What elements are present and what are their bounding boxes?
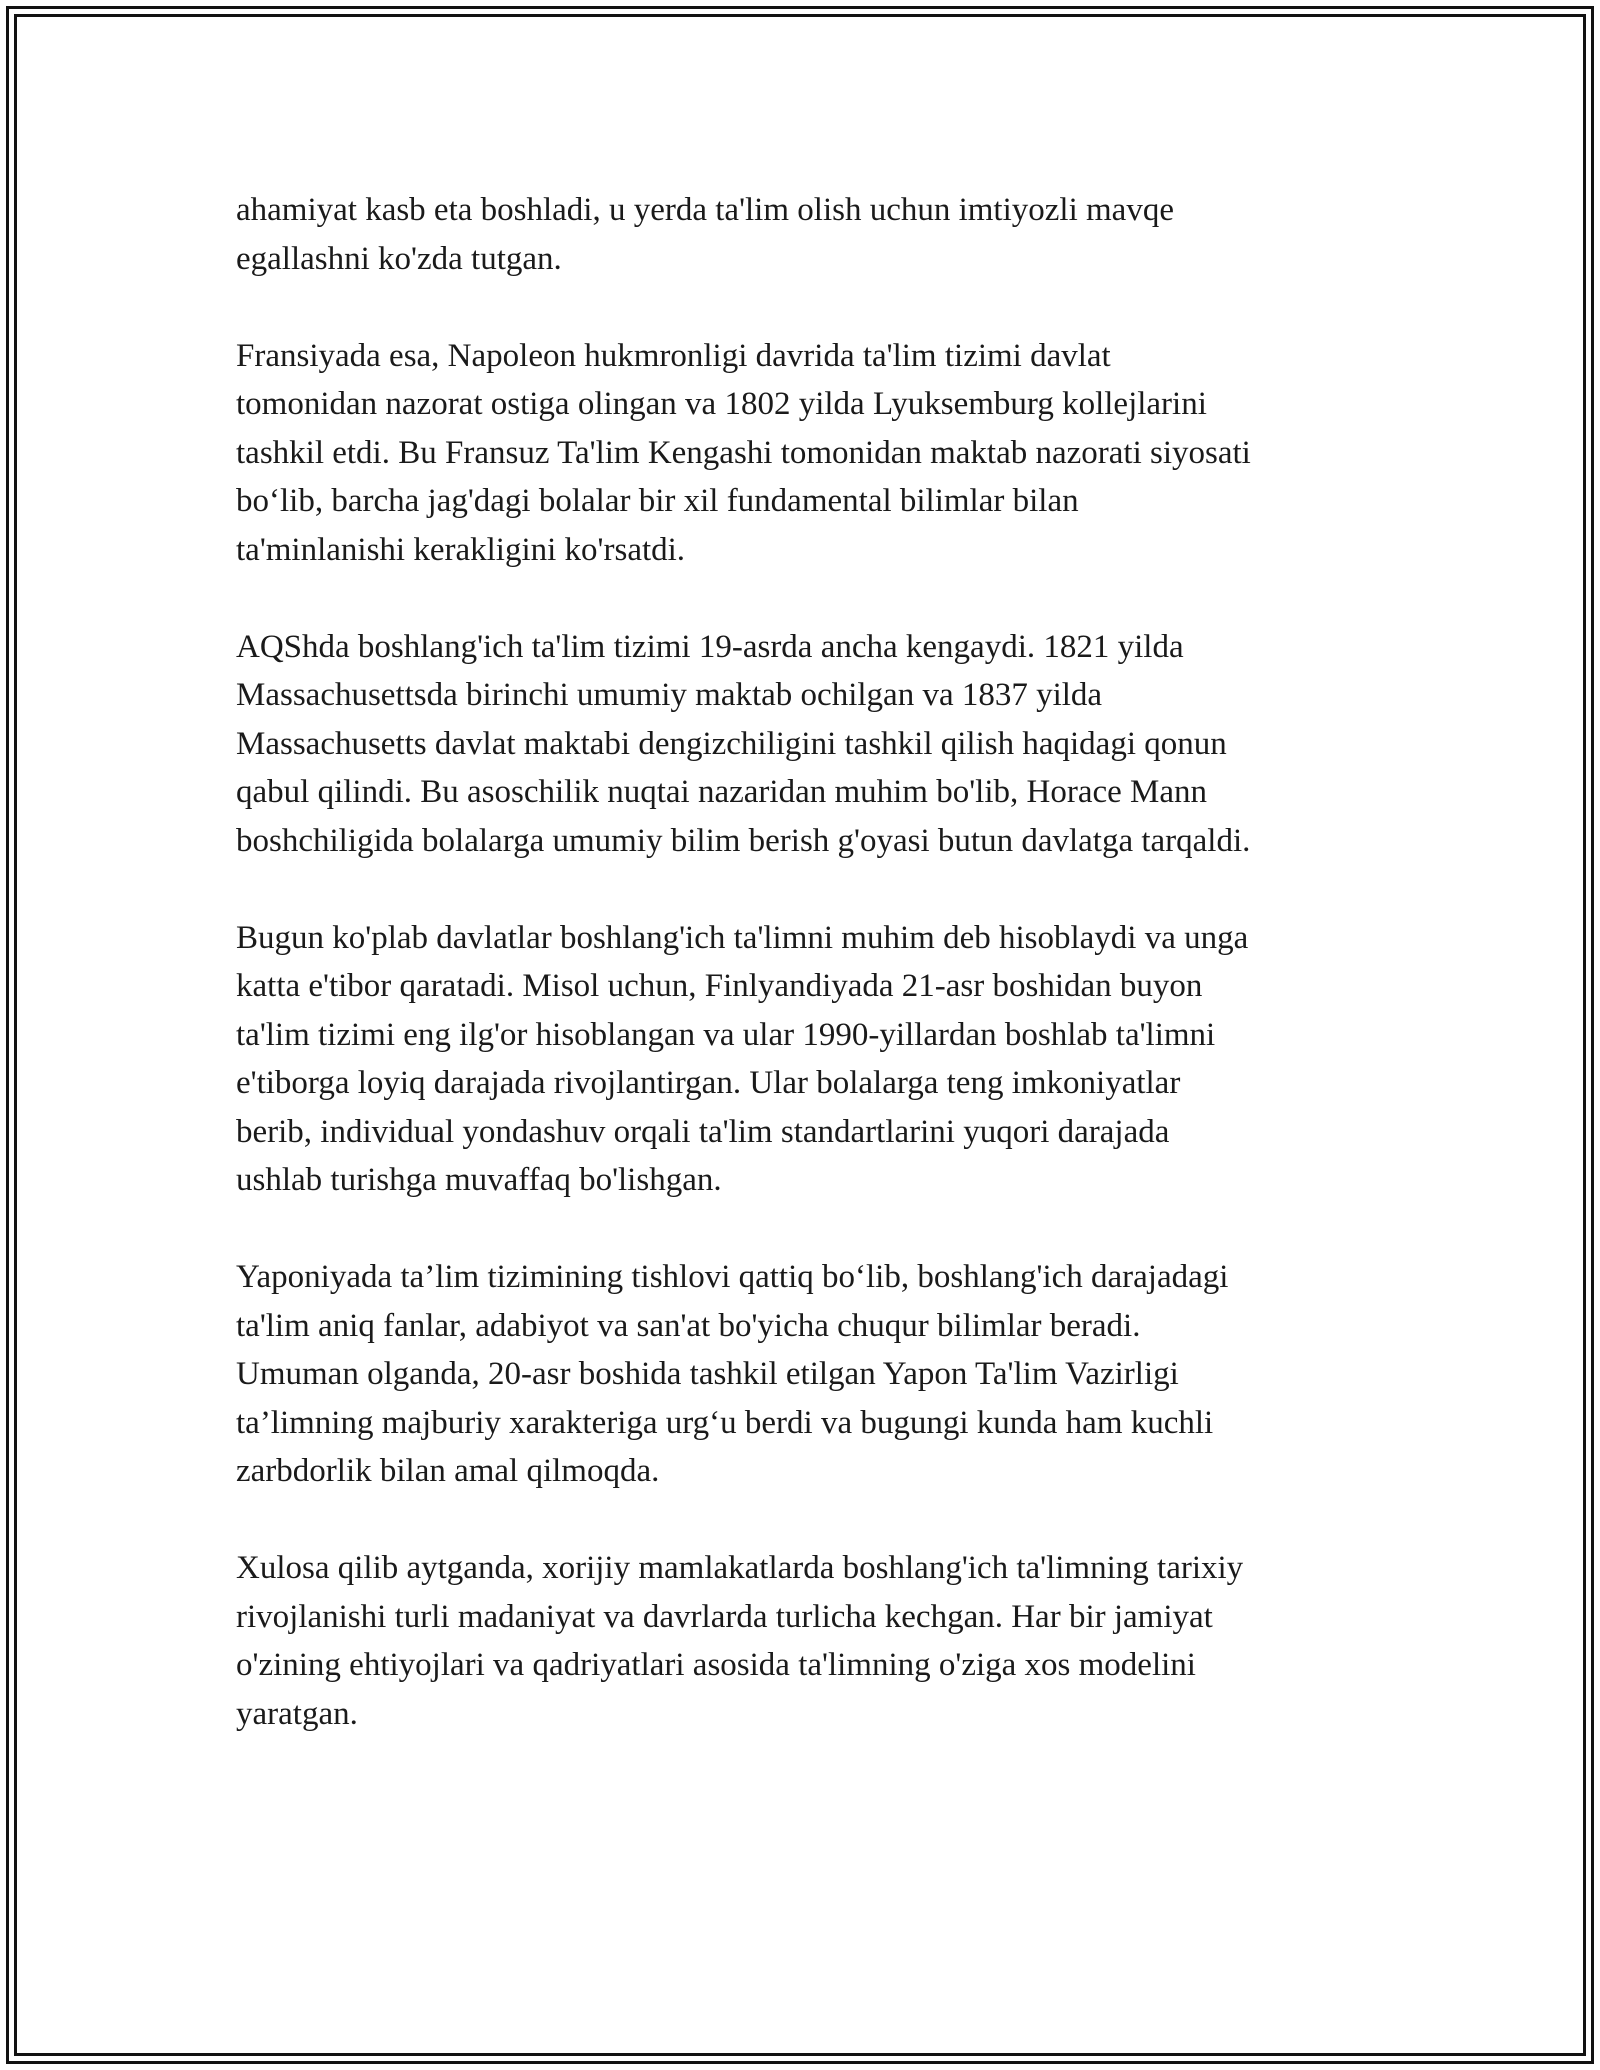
paragraph: AQShda boshlang'ich ta'lim tizimi 19-asrda ancha kengaydi. 1821 yilda Massachusettsda birinchi umumiy maktab ochilgan va 1837 yilda Massachusetts davlat maktabi dengizchiligini tashkil qilish haqidagi qonun qabul qilindi. Bu asoschilik nuqtai nazaridan muhim bo'lib, Horace Mann boshchiligida bolalarga umumiy bilim berish g'oyasi butun davlatga tarqaldi. [236, 628, 1251, 859]
paragraph: Bugun ko'plab davlatlar boshlang'ich ta'limni muhim deb hisoblaydi va unga katta e'tibor qaratadi. Misol uchun, Finlyandiyada 21-asr boshidan buyon ta'lim tizimi eng ilg'or hisoblangan va ular 1990-yillardan boshlab ta'limni e'tiborga loyiq darajada rivojlantirgan. Ular bolalarga teng imkoniyatlar berib, individual yondashuv orqali ta'lim standartlarini yuqori darajada ushlab turishga muvaffaq bo'lishgan. [236, 919, 1249, 1198]
paragraph: Xulosa qilib aytganda, xorijiy mamlakatlarda boshlang'ich ta'limning tarixiy rivojlanishi turli madaniyat va davrlarda turlicha kechgan. Har bir jamiyat o'zining ehtiyojlari va qadriyatlari asosida ta'limning o'ziga xos modelini yaratgan. [236, 1550, 1244, 1732]
paragraph: ahamiyat kasb eta boshladi, u yerda ta'lim olish uchun imtiyozli mavqe egallashni ko'zda tutgan. [236, 192, 1174, 277]
paragraph: Yaponiyada ta’lim tizimining tishlovi qattiq bo‘lib, boshlang'ich darajadagi ta'lim aniq fanlar, adabiyot va san'at bo'yicha chuqur bilimlar beradi. Umuman olganda, 20-asr boshida tashkil etilgan Yapon Ta'lim Vazirligi ta’limning majburiy xarakteriga urg‘u berdi va bugungi kunda ham kuchli zarbdorlik bilan amal qilmoqda. [236, 1259, 1229, 1489]
paragraph: Fransiyada esa, Napoleon hukmronligi davrida ta'lim tizimi davlat tomonidan nazorat ostiga olingan va 1802 yilda Lyuksemburg kollejlarini tashkil etdi. Bu Fransuz Ta'lim Kengashi tomonidan maktab nazorati siyosati bo‘lib, barcha jag'dagi bolalar bir xil fundamental bilimlar bilan ta'minlanishi kerakligini ko'rsatdi. [236, 337, 1251, 568]
document-body [236, 186, 1386, 1787]
